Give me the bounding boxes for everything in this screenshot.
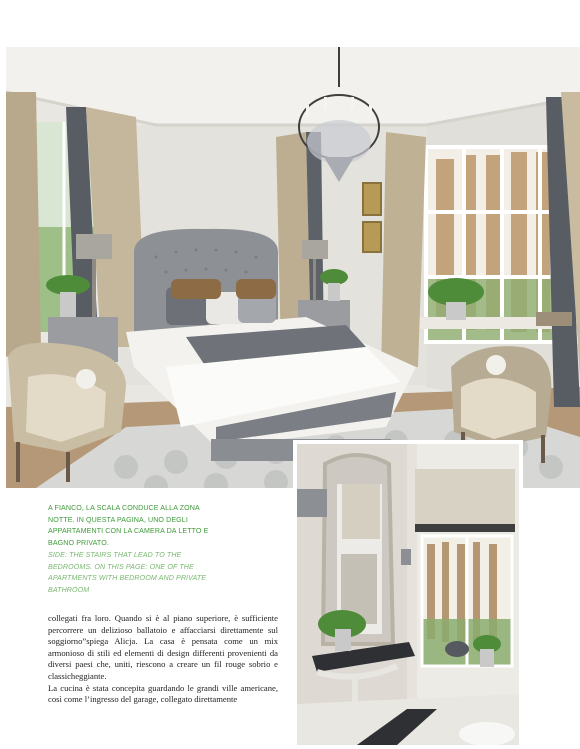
article-body [48, 613, 278, 706]
bedroom-photo [6, 47, 580, 488]
bathroom-photo [293, 440, 523, 749]
caption-italian: A FIANCO, LA SCALA CONDUCE ALLA ZONA NOTTE. IN QUESTA PAGINA, UNO DEGLI APPARTAMENTI CON LA CAMERA DA LETTO E BAGNO PRIVATO. [48, 504, 209, 547]
caption-english: SIDE: THE STAIRS THAT LEAD TO THE BEDROOMS. ON THIS PAGE: ONE OF THE APARTMENTS WITH BEDROOM AND PRIVATE BATHROOM [48, 551, 207, 594]
body-paragraph-2: La cucina è stata concepita guardando le grandi ville americane, così come l’ingresso del garage, collegato direttamente [48, 682, 278, 705]
body-paragraph-1: collegati fra loro. Quando si è al piano superiore, è sufficiente percorrere un delizioso ballatoio e affacciarsi direttamente sul soggiorno”spiega Alicja. La casa è pensata come un mix armonioso di stili ed elementi di design differenti provenienti da diversi paesi che, uniti, riescono a creare un fil rouge sobrio e classicheggiante. [48, 613, 278, 681]
